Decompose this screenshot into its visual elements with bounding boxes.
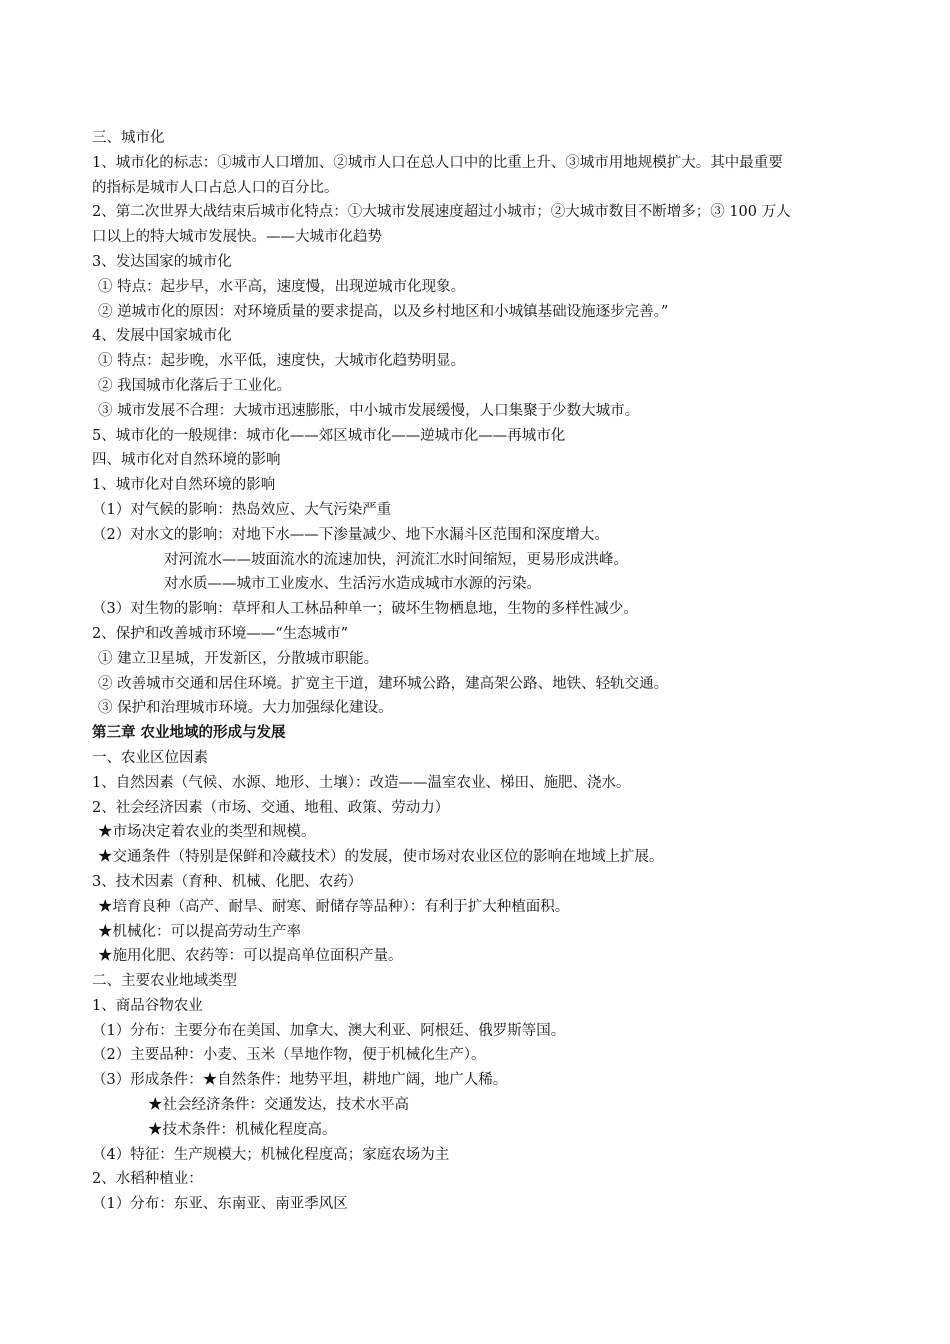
- document-page: [92, 126, 882, 1217]
- text-line: 5、城市化的一般规律：城市化——郊区城市化——逆城市化——再城市化: [92, 427, 566, 444]
- text-line: （1）分布：主要分布在美国、加拿大、澳大利亚、阿根廷、俄罗斯等国。: [92, 1022, 566, 1039]
- text-line: ② 逆城市化的原因：对环境质量的要求提高，以及乡村地区和小城镇基础设施逐步完善。”: [98, 303, 669, 320]
- text-line: 1、城市化的标志：①城市人口增加、②城市人口在总人口中的比重上升、③城市用地规模扩大。其中最重要: [92, 154, 783, 171]
- text-line: 4、发展中国家城市化: [92, 328, 232, 345]
- text-line: ★机械化：可以提高劳动生产率: [98, 923, 301, 940]
- text-line: ★市场决定着农业的类型和规模。: [98, 824, 316, 841]
- text-line: （1）对气候的影响：热岛效应、大气污染严重: [92, 501, 392, 518]
- text-line: （2）对水文的影响：对地下水——下渗量减少、地下水漏斗区范围和深度增大。: [92, 526, 609, 543]
- text-line: 2、水稻种植业：: [92, 1171, 203, 1188]
- text-line: 1、商品谷物农业: [92, 997, 203, 1014]
- text-line: 2、保护和改善城市环境——“生态城市”: [92, 625, 349, 642]
- text-line: 1、城市化对自然环境的影响: [92, 477, 276, 494]
- chapter-heading: 第三章 农业地域的形成与发展: [92, 725, 286, 742]
- text-line: ★社会经济条件：交通发达，技术水平高: [148, 1097, 409, 1114]
- text-line: 口以上的特大城市发展快。——大城市化趋势: [92, 229, 382, 246]
- text-line: 2、社会经济因素（市场、交通、地租、政策、劳动力）: [92, 799, 450, 816]
- text-line: （1）分布：东亚、东南亚、南亚季风区: [92, 1196, 348, 1213]
- text-line: ① 建立卫星城，开发新区，分散城市职能。: [98, 650, 379, 667]
- text-line: （4）特征：生产规模大；机械化程度高；家庭农场为主: [92, 1146, 450, 1163]
- text-line: 2、第二次世界大战结束后城市化特点：①大城市发展速度超过小城市；②大城市数目不断增多；③ 100 万人: [92, 204, 791, 221]
- text-line: ① 特点：起步早，水平高，速度慢，出现逆城市化现象。: [98, 278, 466, 295]
- text-line: ② 改善城市交通和居住环境。扩宽主干道，建环城公路，建高架公路、地铁、轻轨交通。: [98, 675, 669, 692]
- text-line: ① 特点：起步晚，水平低，速度快，大城市化趋势明显。: [98, 353, 466, 370]
- text-line: 的指标是城市人口占总人口的百分比。: [92, 179, 339, 196]
- text-line: ② 我国城市化落后于工业化。: [98, 377, 292, 394]
- text-line: ★技术条件：机械化程度高。: [148, 1121, 337, 1138]
- text-line: ★施用化肥、农药等：可以提高单位面积产量。: [98, 948, 403, 965]
- text-line: ★培育良种（高产、耐旱、耐寒、耐储存等品种）：有利于扩大种植面积。: [98, 898, 570, 915]
- text-line: 二、主要农业地域类型: [92, 973, 237, 990]
- text-line: ③ 城市发展不合理：大城市迅速膨胀，中小城市发展缓慢，人口集聚于少数大城市。: [98, 402, 640, 419]
- text-line: 1、自然因素（气候、水源、地形、土壤）：改造——温室农业、梯田、施肥、浇水。: [92, 774, 631, 791]
- text-line: 一、农业区位因素: [92, 749, 208, 766]
- text-line: 3、技术因素（育种、机械、化肥、农药）: [92, 873, 363, 890]
- text-line: ★交通条件（特别是保鲜和冷藏技术）的发展，使市场对农业区位的影响在地域上扩展。: [98, 849, 664, 866]
- text-line: 3、发达国家的城市化: [92, 253, 232, 270]
- text-line: 对水质——城市工业废水、生活污水造成城市水源的污染。: [164, 576, 541, 593]
- text-line: （3）形成条件：★自然条件：地势平坦，耕地广阔，地广人稀。: [92, 1072, 508, 1089]
- text-line: （2）主要品种：小麦、玉米（旱地作物，便于机械化生产）。: [92, 1047, 486, 1064]
- text-line: 对河流水——坡面流水的流速加快，河流汇水时间缩短，更易形成洪峰。: [164, 551, 628, 568]
- text-line: ③ 保护和治理城市环境。大力加强绿化建设。: [98, 700, 393, 717]
- text-line: 三、城市化: [92, 130, 165, 146]
- text-line: 四、城市化对自然环境的影响: [92, 452, 281, 469]
- text-line: （3）对生物的影响：草坪和人工林品种单一；破坏生物栖息地，生物的多样性减少。: [92, 601, 638, 618]
